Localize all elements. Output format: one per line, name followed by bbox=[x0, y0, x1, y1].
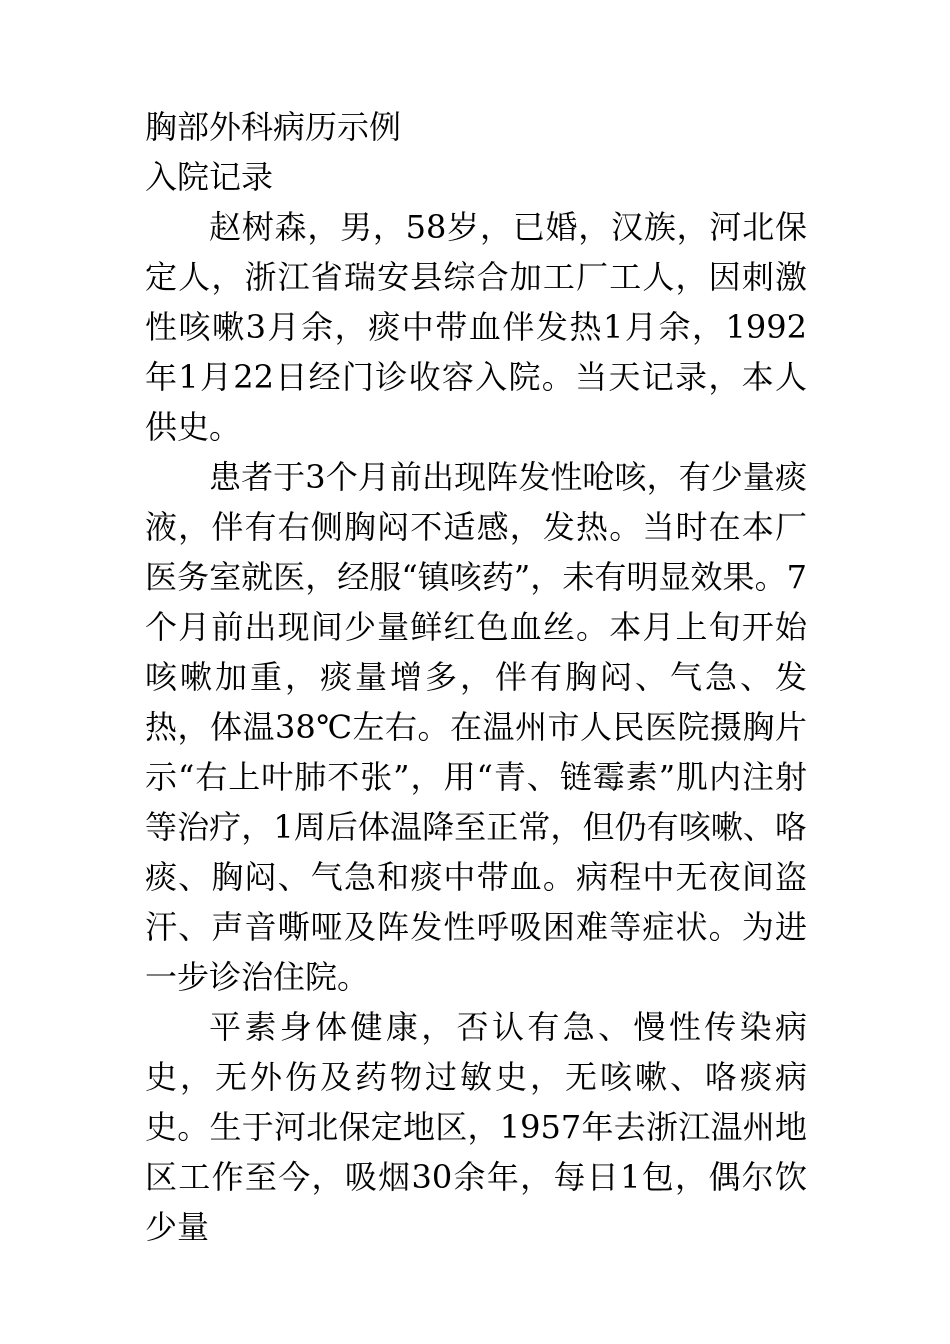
paragraph-past-history: 平素身体健康，否认有急、慢性传染病史，无外伤及药物过敏史，无咳嗽、咯痰病史。生于河北保定地区，1957年去浙江温州地区工作至今，吸烟30余年，每日1包，偶尔饮少量 bbox=[145, 1008, 807, 1246]
document-page bbox=[145, 102, 807, 1252]
paragraph-patient-info: 赵树森，男，58岁，已婚，汉族，河北保定人，浙江省瑞安县综合加工厂工人，因刺激性咳嗽3月余，痰中带血伴发热1月余，1992年1月22日经门诊收容入院。当天记录，本人供史。 bbox=[145, 208, 807, 446]
section-title: 入院记录 bbox=[145, 158, 274, 196]
paragraph-present-illness: 患者于3个月前出现阵发性呛咳，有少量痰液，伴有右侧胸闷不适感，发热。当时在本厂医务室就医，经服“镇咳药”，未有明显效果。7个月前出现间少量鲜红色血丝。本月上旬开始咳嗽加重，痰量增多，伴有胸闷、气急、发热，体温38℃左右。在温州市人民医院摄胸片示“右上叶肺不张”，用“青、链霉素”肌内注射等治疗，1周后体温降至正常，但仍有咳嗽、咯痰、胸闷、气急和痰中带血。病程中无夜间盗汗、声音嘶哑及阵发性呼吸困难等症状。为进一步诊治住院。 bbox=[145, 458, 807, 996]
document-title: 胸部外科病历示例 bbox=[145, 108, 402, 146]
